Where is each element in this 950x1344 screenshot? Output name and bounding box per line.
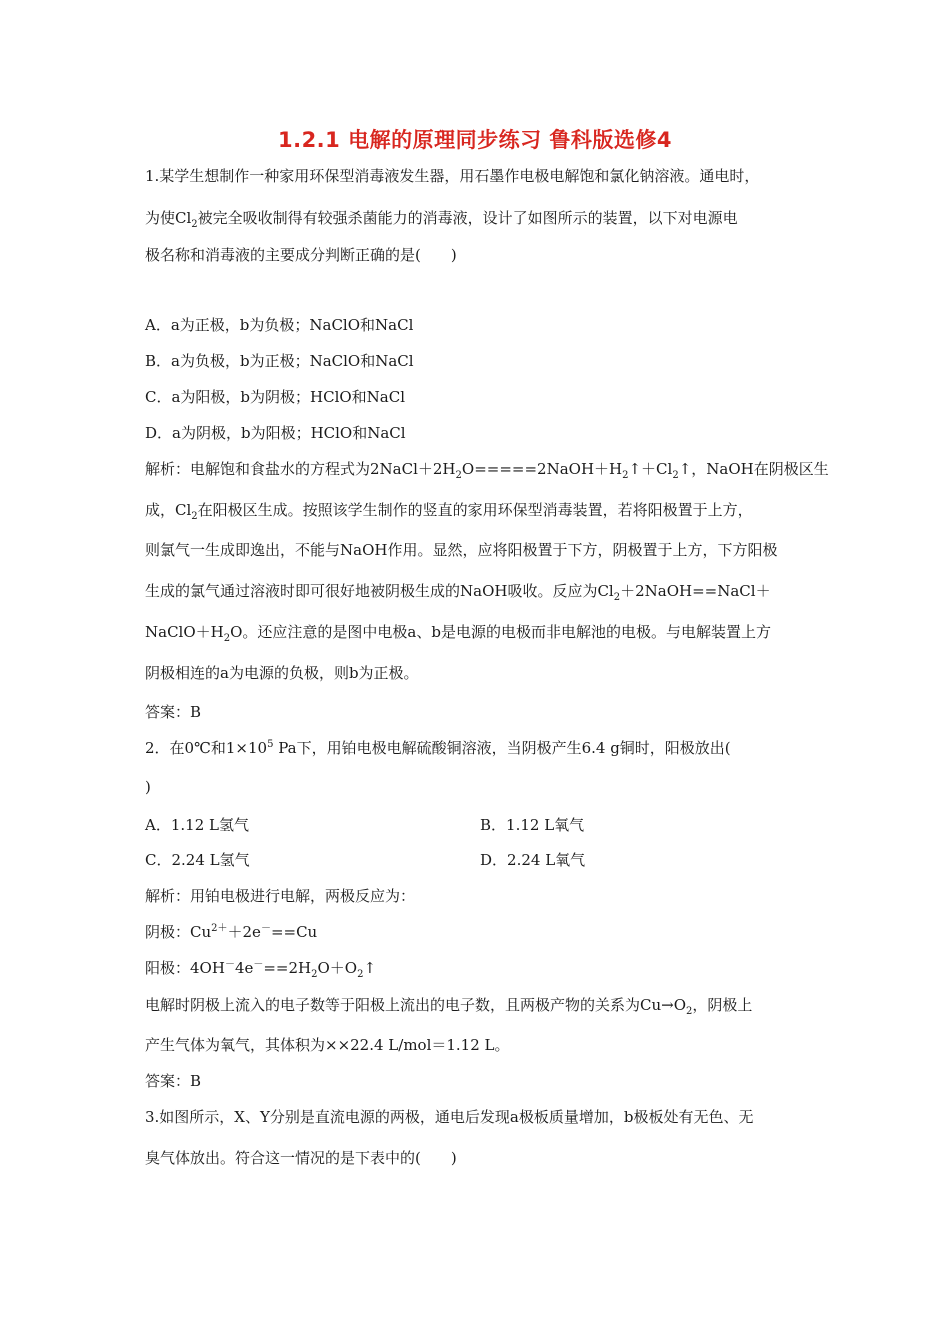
- q2-option-a: A．1.12 L氢气: [145, 816, 249, 834]
- q1-line-2: 为使$Cl_2$被完全吸收制得有较强杀菌能力的消毒液，设计了如图所示的装置，以下对电源电: [145, 209, 738, 230]
- q1-analysis-line-4: 生成的氯气通过溶液时即可很好地被阴极生成的NaOH吸收。反应为$Cl_2+2NaOH==NaCl+$: [145, 582, 771, 603]
- q2-option-c: C．2.24 L氢气: [145, 851, 250, 869]
- q2-line-2: ): [145, 778, 151, 796]
- q1-option-a: A．a为正极，b为负极；NaClO和NaCl: [145, 316, 414, 334]
- q1-analysis-line-2: 成，$Cl_2$在阳极区生成。按照该学生制作的竖直的家用环保型消毒装置，若将阳极置于上方，: [145, 501, 753, 522]
- q2-analysis-cathode: 阴极：$Cu^{2+}+2e^-==Cu$: [145, 923, 318, 941]
- q2-option-d: D．2.24 L氧气: [480, 851, 586, 869]
- q1-line-3: 极名称和消毒液的主要成分判断正确的是( ): [145, 246, 457, 264]
- q2-answer: 答案：B: [145, 1072, 202, 1090]
- q1-option-b: B．a为负极，b为正极；NaClO和NaCl: [145, 352, 414, 370]
- q1-option-d: D．a为阴极，b为阳极；HClO和NaCl: [145, 424, 406, 442]
- q2-option-b: B．1.12 L氧气: [480, 816, 585, 834]
- q3-line-2: 臭气体放出。符合这一情况的是下表中的( ): [145, 1149, 457, 1167]
- q1-analysis-line-3: 则氯气一生成即逸出，不能与NaOH作用。显然，应将阳极置于下方，阴极置于上方，下方阳极: [145, 541, 778, 559]
- q2-analysis-line-1: 解析：用铂电极进行电解，两极反应为：: [145, 887, 416, 905]
- q2-line-1: 2．在0℃和$1\times 10^5$ Pa下，用铂电极电解硫酸铜溶液，当阴极产生6.4 g铜时，阳极放出(: [145, 739, 731, 757]
- q2-analysis-anode: 阳极：$4OH^-4e^-==2H_2O+O_2↑$: [145, 959, 377, 980]
- q1-line-1: 1.某学生想制作一种家用环保型消毒液发生器，用石墨作电极电解饱和氯化钠溶液。通电时，: [145, 167, 760, 185]
- q2-analysis-line-4: 电解时阴极上流入的电子数等于阳极上流出的电子数，且两极产物的关系为$Cu\to O_2$，阴极上: [145, 996, 753, 1017]
- q1-answer: 答案：B: [145, 703, 202, 721]
- q2-analysis-line-5: 产生气体为氧气，其体积为××22.4 L/mol＝1.12 L。: [145, 1036, 510, 1054]
- q1-option-c: C．a为阳极，b为阴极；HClO和NaCl: [145, 388, 406, 406]
- q3-line-1: 3.如图所示，X、Y分别是直流电源的两极，通电后发现a极板质量增加，b极板处有无色、无: [145, 1108, 754, 1126]
- q1-analysis-line-1: 解析：电解饱和食盐水的方程式为$2NaCl+2H_2O=====2NaOH+H_2↑+Cl_2↑$，NaOH在阴极区生: [145, 460, 829, 481]
- page-title: 1.2.1 电解的原理同步练习 鲁科版选修4: [277, 128, 673, 152]
- q1-analysis-line-5: $NaClO+H_2O$。还应注意的是图中电极a、b是电源的电极而非电解池的电极。与电解装置上方: [145, 623, 771, 644]
- q1-analysis-line-6: 阴极相连的a为电源的负极，则b为正极。: [145, 664, 419, 682]
